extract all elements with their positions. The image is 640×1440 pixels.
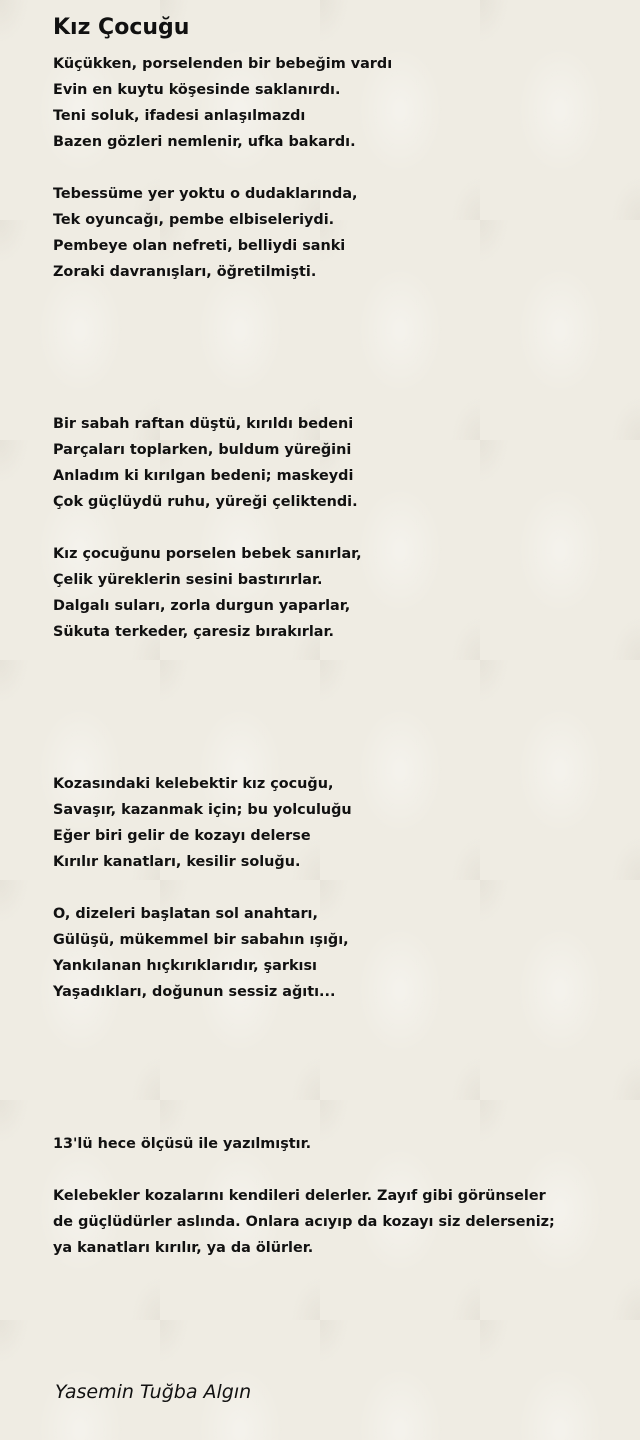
explanation-line: Kelebekler kozalarını kendileri delerler. Zayıf gibi görünseler: [53, 1188, 546, 1204]
poem-line: Bazen gözleri nemlenir, ufka bakardı.: [53, 134, 356, 150]
meter-note: 13'lü hece ölçüsü ile yazılmıştır.: [53, 1136, 312, 1152]
poem-line: Savaşır, kazanmak için; bu yolculuğu: [53, 802, 352, 818]
poem-line: Çelik yüreklerin sesini bastırırlar.: [53, 572, 323, 588]
poem-line: Anladım ki kırılgan bedeni; maskeydi: [53, 468, 354, 484]
poem-line: Sükuta terkeder, çaresiz bırakırlar.: [53, 624, 335, 640]
poem-line: Küçükken, porselenden bir bebeğim vardı: [53, 56, 393, 72]
poem-line: Kız çocuğunu porselen bebek sanırlar,: [53, 546, 362, 562]
poem-line: Eğer biri gelir de kozayı delerse: [53, 828, 311, 844]
author-name: Yasemin Tuğba Algın: [55, 1381, 252, 1403]
poem-line: Teni soluk, ifadesi anlaşılmazdı: [53, 108, 306, 124]
poem-line: Yaşadıkları, doğunun sessiz ağıtı...: [53, 984, 336, 1000]
poem-line: Yankılanan hıçkırıklarıdır, şarkısı: [53, 958, 317, 974]
poem-line: Kırılır kanatları, kesilir soluğu.: [53, 854, 301, 870]
poem-line: Bir sabah raftan düştü, kırıldı bedeni: [53, 416, 354, 432]
poem-line: Parçaları toplarken, buldum yüreğini: [53, 442, 352, 458]
poem-line: Evin en kuytu köşesinde saklanırdı.: [53, 82, 341, 98]
poem-line: Tek oyuncağı, pembe elbiseleriydi.: [53, 212, 335, 228]
poem-line: Dalgalı suları, zorla durgun yaparlar,: [53, 598, 351, 614]
poem-line: Zoraki davranışları, öğretilmişti.: [53, 264, 317, 280]
poem-line: Tebessüme yer yoktu o dudaklarında,: [53, 186, 358, 202]
explanation-line: ya kanatları kırılır, ya da ölürler.: [53, 1240, 314, 1256]
poem-line: Kozasındaki kelebektir kız çocuğu,: [53, 776, 334, 792]
poem-line: Pembeye olan nefreti, belliydi sanki: [53, 238, 346, 254]
poem-title: Kız Çocuğu: [53, 15, 190, 40]
explanation-line: de güçlüdürler aslında. Onlara acıyıp da kozayı siz delerseniz;: [53, 1214, 555, 1230]
poem-line: Gülüşü, mükemmel bir sabahın ışığı,: [53, 932, 349, 948]
poem-line: Çok güçlüydü ruhu, yüreği çeliktendi.: [53, 494, 358, 510]
poem-line: O, dizeleri başlatan sol anahtarı,: [53, 906, 318, 922]
